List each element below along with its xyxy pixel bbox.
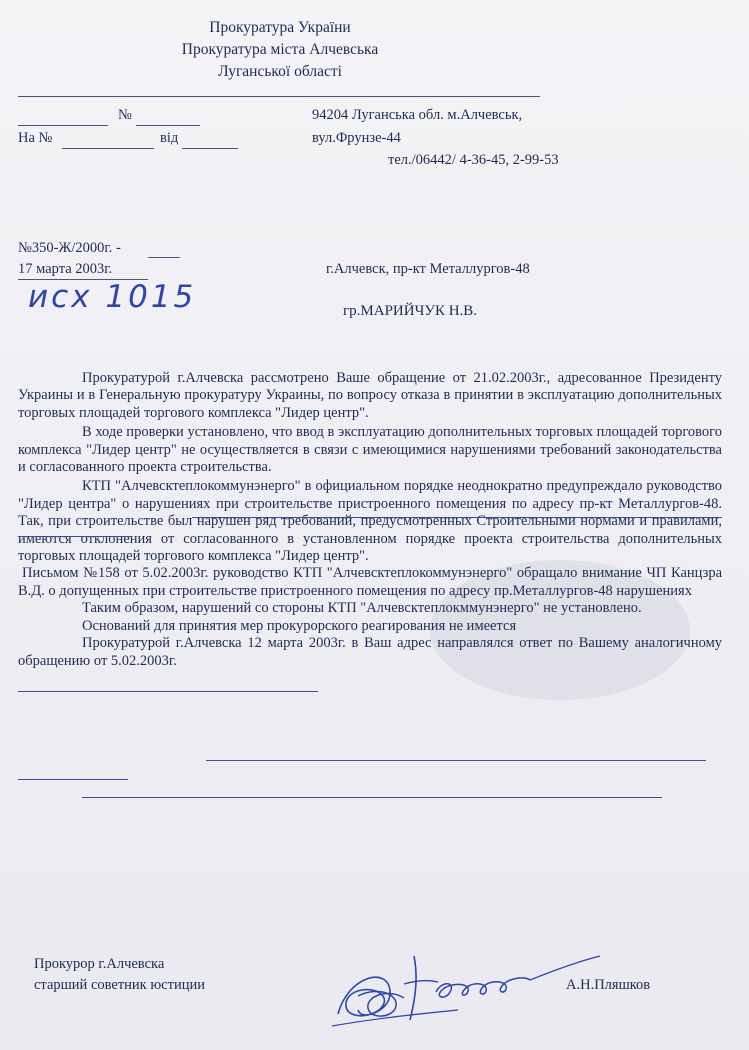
signatory-title: Прокурор г.Алчевска	[34, 956, 165, 972]
signatory-rank: старший советник юстиции	[34, 977, 205, 993]
header-line-2: Прокуратура міста Алчевська	[181, 41, 379, 58]
body-paragraph-1: Прокуратурой г.Алчевска рассмотрено Ваше обращение от 21.02.2003г., адресованное Президенту Украины и в Генеральную прокуратуру Украины, по вопросу отказа в принятии в эксплуатацию дополнительных торговых площадей торгового комплекса "Лидер центр".	[18, 370, 722, 421]
recipient-address: г.Алчевск, пр-кт Металлургов-48	[326, 261, 530, 277]
pen-underline-6	[82, 797, 662, 798]
body-paragraph-5: Таким образом, нарушений со стороны КТП "Алчевсктеплокммунэнерго" не установлено.	[82, 600, 642, 617]
header-line-3: Луганської області	[218, 63, 342, 80]
handwritten-outgoing-number: исх 1015	[28, 279, 197, 315]
pen-underline-3	[18, 691, 318, 692]
document-number-blank	[148, 257, 180, 258]
address-phone: тел./06442/ 4-36-45, 2-99-53	[388, 152, 559, 168]
pen-underline-5	[18, 779, 128, 780]
pen-underline-1	[192, 517, 722, 518]
incoming-number-label: На №	[18, 130, 53, 146]
handwritten-signature	[318, 936, 618, 1036]
from-date-blank	[182, 148, 238, 149]
from-label: від	[160, 130, 179, 146]
body-paragraph-7: Прокуратурой г.Алчевска 12 марта 2003г. в Ваш адрес направлялся ответ по Вашему аналогичному обращению от 5.02.2003г.	[18, 635, 722, 669]
address-line-1: 94204 Луганська обл. м.Алчевськ,	[312, 107, 523, 123]
header-divider	[18, 96, 540, 97]
pen-underline-4	[206, 760, 706, 761]
address-line-2: вул.Фрунзе-44	[312, 130, 401, 146]
recipient-name: гр.МАРИЙЧУК Н.В.	[343, 303, 478, 319]
header-line-1: Прокуратура України	[209, 19, 351, 36]
outgoing-number-blank	[18, 125, 108, 126]
incoming-number-blank	[62, 148, 154, 149]
document-number: №350-Ж/2000г. -	[18, 240, 121, 256]
document-date: 17 марта 2003г.	[18, 261, 113, 277]
body-paragraph-2: В ходе проверки установлено, что ввод в эксплуатацию дополнительных торговых площадей торгового комплекса "Лидер центр" не осуществляется в связи с имеющимися нарушениями требований законодательства и согласованного проекта строительства.	[18, 424, 722, 476]
body-paragraph-3: КТП "Алчевсктеплокоммунэнерго" в официальном порядке неоднократно предупреждало руководство "Лидер центра" о нарушениях при строительстве пристроенного помещения по адресу пр-кт Металлургов-48. Так, при строительстве был нарушен ряд требований, предусмотренных Строительными нормами и правилами, имеются отклонения от согласованного в установленном порядке проекта строительства дополнительных торговых площадей торгового комплекса "Лидер центр".	[18, 478, 722, 565]
body-paragraph-4: Письмом №158 от 5.02.2003г. руководство КТП "Алчевсктеплокоммунэнерго" обращало внимание ЧП Канцзра В.Д. о допущенных при строительстве пристроенного помещения по адресу пр.Металлургов-48 нарушениях	[18, 565, 722, 599]
number-blank	[136, 125, 200, 126]
pen-underline-2	[18, 536, 132, 537]
signatory-name: А.Н.Пляшков	[566, 977, 651, 993]
letter-body	[18, 370, 722, 670]
body-paragraph-6: Оснований для принятия мер прокурорского реагирования не имеется	[82, 617, 517, 634]
number-label: №	[118, 107, 132, 123]
